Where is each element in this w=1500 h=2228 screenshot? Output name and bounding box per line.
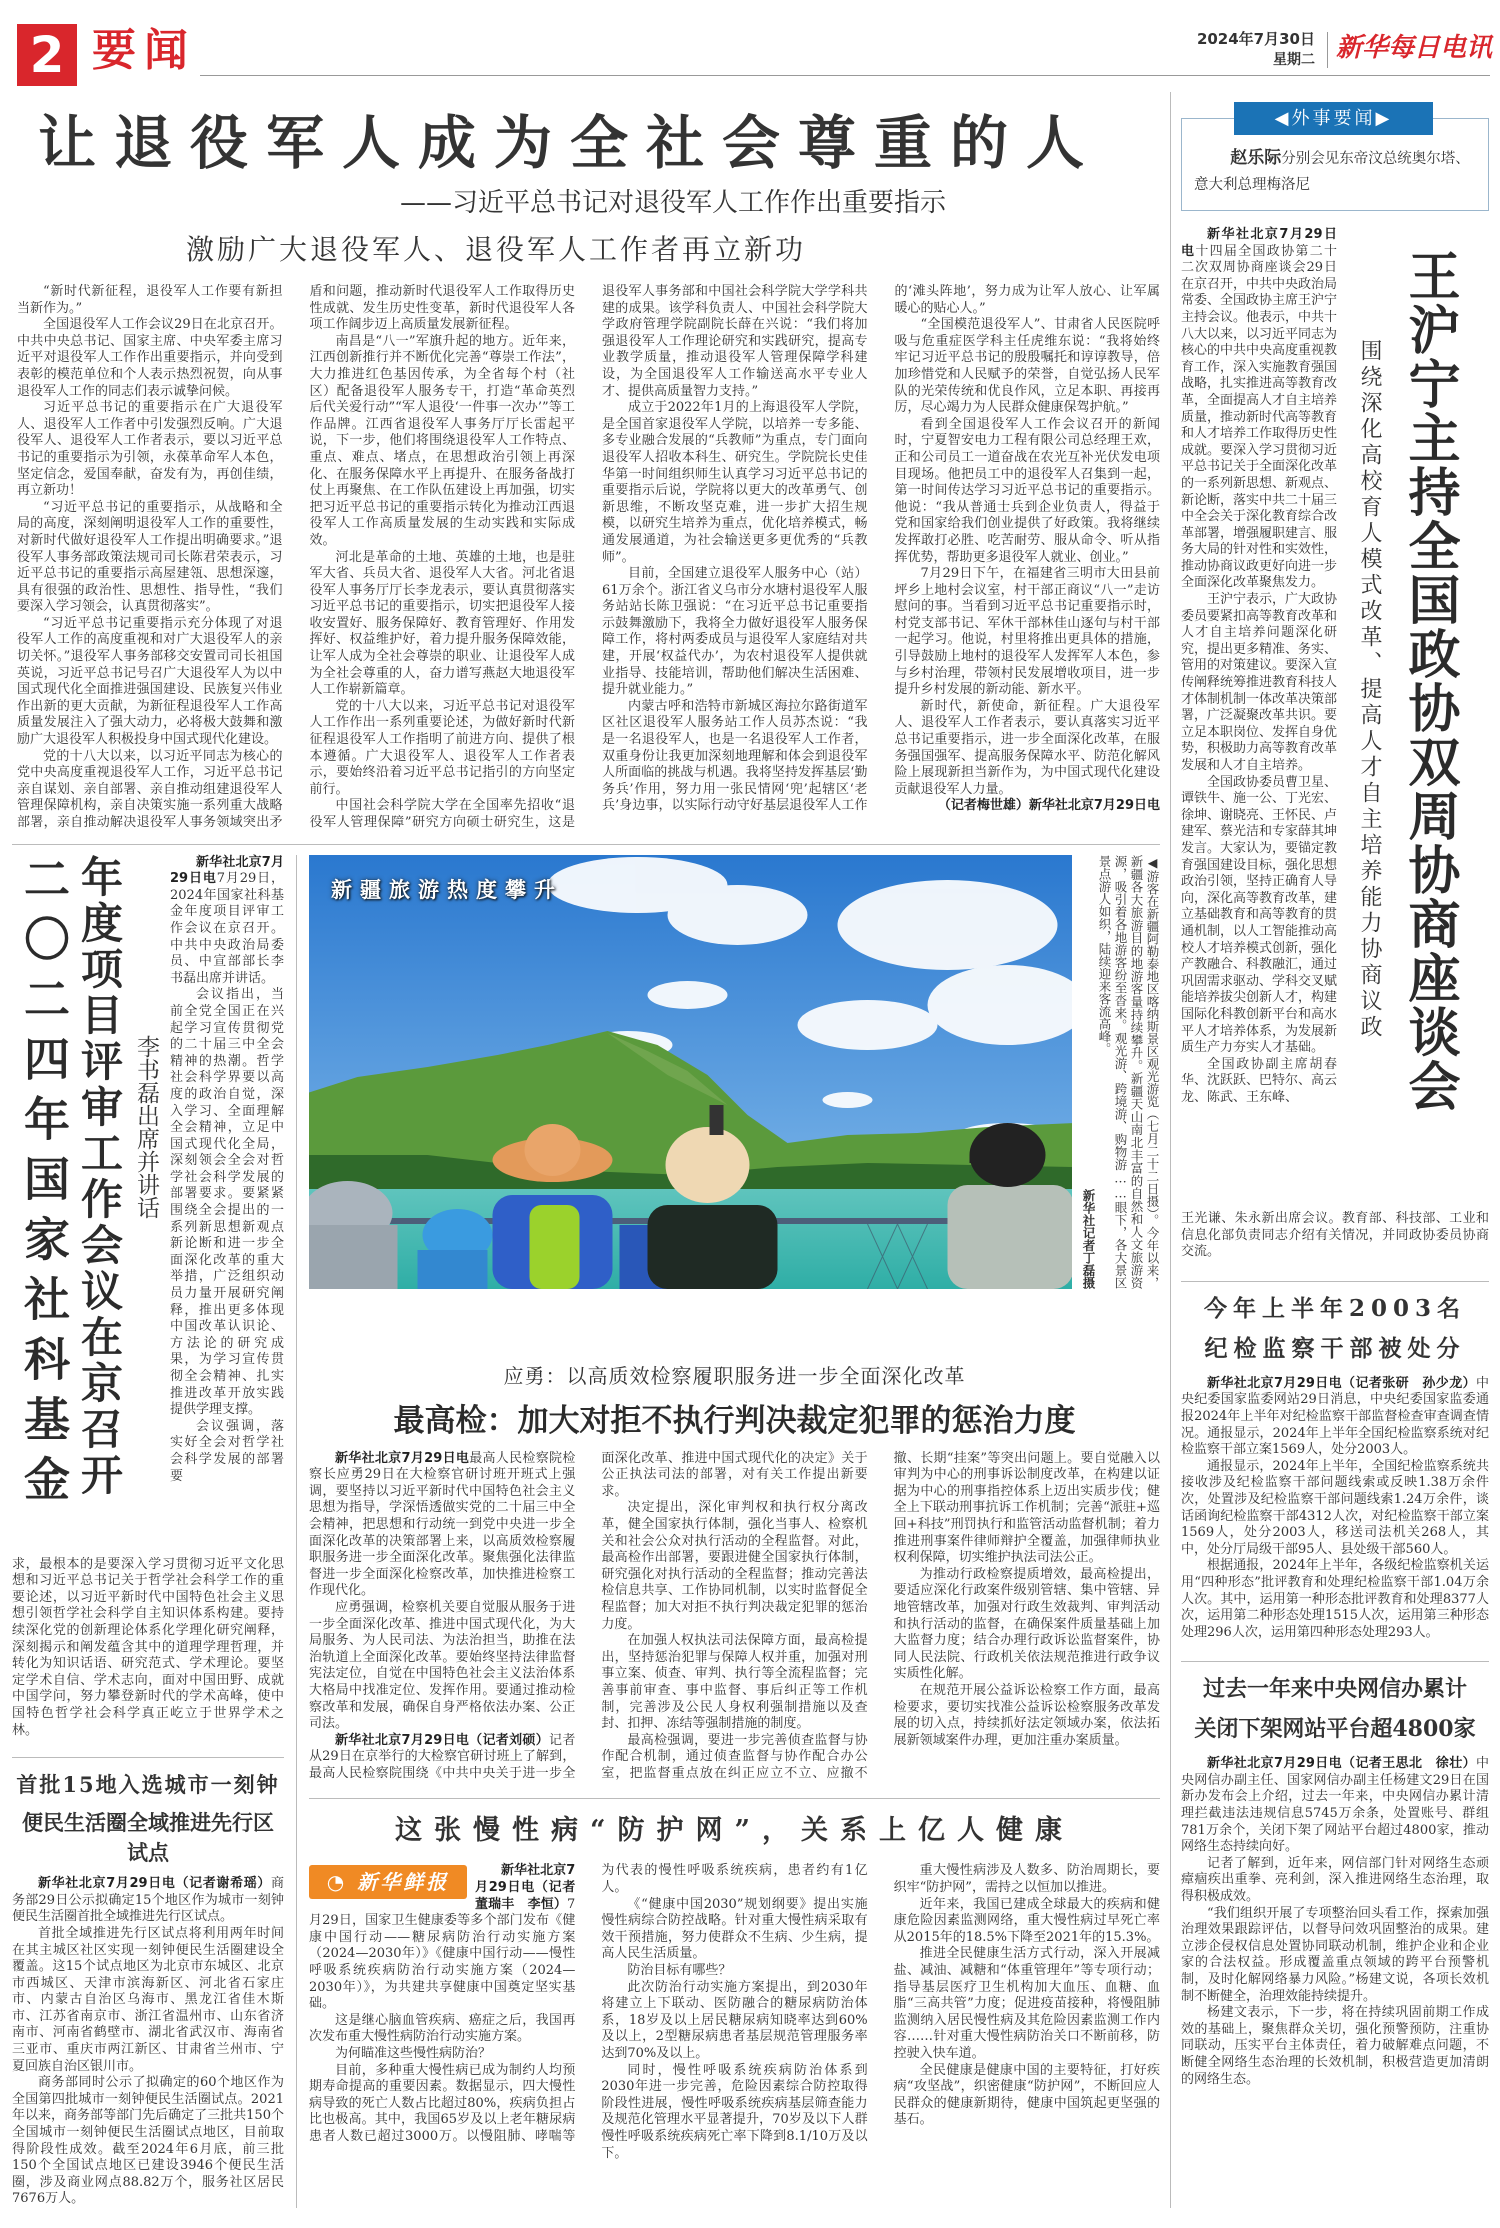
cppcc-body-tail: 王光谦、朱永新出席会议。教育部、科技部、工业和信息化部负责同志介绍有关情况，并同政协委员协商交流。 <box>1181 1211 1489 1260</box>
sskf-headline-line2: 年度项目评审工作会议在京召开 <box>75 854 124 1499</box>
paragraph: 应勇强调，检察机关要自觉服从服务于进一步全面深化改革、推进中国式现代化，为大局服务、为人民司法、为法治担当，助推在法治轨道上全面深化改革。要始终坚持法律监督宪法定位，自觉在中国特色社会主义法治体系大格局中找准定位、发挥作用。要通过推动检察改革和发展，确保自身严格依法办案、公正司法。 <box>309 1599 576 1732</box>
cppcc-headline: 王沪宁主持全国政协双周协商座谈会 <box>1399 249 1460 1113</box>
foreign-news-box[interactable] <box>1181 108 1489 211</box>
triangle-right-icon: ▶ <box>1375 108 1393 129</box>
paragraph: 为推动行政检察提质增效，最高检提出，要适应深化行政案件级别管辖、集中管辖、异地管辖改革，加强对行政生效裁判、审判活动和执行活动的监督，在确保案件质量基础上加大监督力度；结合办理行政诉讼监督案件，协同人民法院、行政机关依法规范推进行政争议实质性化解。 <box>893 1566 1160 1682</box>
paragraph: 会议强调，落实好全会对哲学社会科学发展的部署要 <box>170 1418 284 1484</box>
paragraph: 南昌是“八一”军旗升起的地方。近年来，江西创新推行并不断优化完善“尊崇工作法”，大力推进红色基因传承，为全省每个村（社区）配备退役军人服务专干，打造“革命英烈后代关爱行动”“军人退役‘一件事一次办’”等工作品牌。江西省退役军人事务厅厅长雷起平说，下一步，他们将围绕退役军人工作特点、重点、难点、堵点，在思想政治引领上再深化、在服务保障水平上再提升、在服务备战打仗上再聚焦、在工作队伍建设上再加强，切实把习近平总书记的重要指示转化为推动江西退役军人工作高质量发展的生动实践和实际成效。 <box>309 333 575 548</box>
dateline: 新华社北京7月29日电（记者谢希瑶） <box>38 1876 271 1892</box>
paragraph: 重大慢性病涉及人数多、防治周期长，要织牢“防护网”，需持之以恒加以推进。 <box>893 1863 1160 1896</box>
photo-credit: 新华社记者丁磊摄 <box>1081 1188 1096 1289</box>
paragraph: 全国退役军人工作会议29日在北京召开。中共中央总书记、国家主席、中央军委主席习近平对退役军人工作作出重要指示，并向受到表彰的模范单位和个人表示热烈祝贺，向从事退役军人工作的同志们表示诚挚问候。 <box>17 317 283 399</box>
paragraph: 习近平总书记的重要指示在广大退役军人、退役军人工作者中引发强烈反响。广大退役军人、退役军人工作者表示，要以习近平总书记的重要指示为引领，永葆革命军人本色，坚定信念，爱国奉献，奋发有为，再创佳绩，再立新功！ <box>17 400 283 499</box>
right-column <box>1181 84 1489 2088</box>
rule-above-convenience <box>12 1757 284 1758</box>
paragraph: 为何瞄准这些慢性病防治？ <box>335 2046 492 2061</box>
sskf-body-narrow <box>170 855 284 1486</box>
masthead-divider <box>1327 32 1328 68</box>
lead-deck: 激励广大退役军人、退役军人工作者再立新功 <box>186 233 807 266</box>
masthead <box>0 0 1500 84</box>
sskf-subhead: 李书磊出席并讲话 <box>133 1034 159 1219</box>
xinjiang-tourism-photo <box>309 855 1072 1289</box>
masthead-rule <box>200 75 1490 76</box>
paragraph: 7月29日下午，在福建省三明市大田县前坪乡上地村会议室，村干部正商议“八一”走访慰问的事。当看到习近平总书记重要指示时，村党支部书记、军休干部林佳山逐句与村干部一起学习。他说，村里将推出更具体的措施，引导鼓励上地村的退役军人发挥军人本色，参与乡村治理，带领村民发展增收项目，进一步提升乡村发展的新动能、新水平。 <box>894 566 1160 698</box>
lake-scene-image <box>309 855 1072 1289</box>
paragraph: “全国模范退役军人”、甘肃省人民医院呼吸与危重症医学科主任虎维东说：“我将始终牢记习近平总书记的殷殷嘱托和谆谆教导，倍加珍惜党和人民赋予的荣誉，自觉弘扬人民军队的光荣传统和优良作风，立足本职、再接再厉，尽心竭力为人民群众健康保驾护航。” <box>894 317 1160 416</box>
discipline-headline-line2: 纪检监察干部被处分 <box>1204 1334 1466 1362</box>
paragraph: 目前，全国建立退役军人服务中心（站）61万余个。浙江省义乌市分水塘村退役军人服务站站长陈卫强说：“在习近平总书记重要指示鼓舞激励下，我将全力做好退役军人服务保障工作，将村两委成员与退役军人家庭结对共建，开展‘权益代办’，为农村退役军人提供就业指导、技能培训，帮助他们解决生活困难、提升就业能力。” <box>602 566 868 698</box>
issue-date: 2024年7月30日 <box>1196 30 1315 48</box>
paragraph: 全民健康是健康中国的主要特征，打好疾病“攻坚战”，织密健康“防护网”，不断回应人民群众的健康新期待，健康中国筑起更坚强的基石。 <box>893 2062 1160 2128</box>
rule-above-chronic <box>309 1798 1160 1799</box>
paragraph: 全国政协副主席胡春华、沈跃跃、巴特尔、高云龙、陈武、王东峰、 <box>1181 1056 1338 1105</box>
paragraph: 党的十八大以来，习近平总书记对退役军人工作作出一系列重要论述，为做好新时代新征程退役军人工作指明了前进方向、提供了根本遵循。广大退役军人、退役军人工作者表示，要始终沿着习近平总书记指引的方向坚定前行。 <box>309 698 575 797</box>
paragraph: 新华社北京7月29日电（记者王思北 徐壮）中央网信办副主任、国家网信办副主任杨建文29日在国新办发布会上介绍，过去一年来，中央网信办累计清理拦截违法违规信息5745万余条，处置账号、群组781万余个，关闭下架了网站平台超过4800家，推动网络生态持续向好。 <box>1181 1756 1489 1855</box>
triangle-left-icon: ◀ <box>1274 108 1292 129</box>
dateline: 新华社北京7月29日电（记者张研 孙少龙） <box>1207 1375 1476 1391</box>
paragraph: 商务部同时公示了拟确定的60个地区作为全国第四批城市一刻钟便民生活圈试点。2021年以来，商务部等部门先后确定了三批共150个全国城市一刻钟便民生活圈试点地区，目前取得阶段性成效。截至2024年6月底，前三批150个全国试点地区已建设3946个便民生活圈，涉及商业网点88.82万个，服务社区居民7676万人。 <box>12 2075 284 2207</box>
xinhua-flash-label: 新华鲜报 <box>357 1870 450 1895</box>
paragraph: 新时代，新使命，新征程。广大退役军人、退役军人工作者表示，要认真落实习近平总书记重要指示，进一步全面深化改革，在服务强国强军、提高服务保障水平、防范化解风险上展现新担当新作为，为中国式现代化建设贡献退役军人力量。 <box>894 698 1160 797</box>
foreign-news-tab[interactable] <box>1234 102 1433 135</box>
procuratorate-headline: 最高检：加大对拒不执行判决裁定犯罪的惩治力度 <box>393 1402 1076 1439</box>
page-number-badge: 2 <box>17 24 77 86</box>
dateline: 新华社北京7月29日电（记者董瑞丰 李恒） <box>475 1863 576 1912</box>
paragraph: “习近平总书记的重要指示，从战略和全局的高度，深刻阐明退役军人工作的重要性，对新时代做好退役军人工作提出明确要求。”退役军人事务部政策法规司司长陈君荣表示，习近平总书记的重要指示高屋建瓴、思想深邃，具有很强的政治性、思想性、指导性，“我们要深入学习领会，认真贯彻落实”。 <box>17 499 283 615</box>
main-area <box>12 84 1160 2208</box>
paragraph: 会议指出，当前全党全国正在兴起学习宣传贯彻党的二十届三中全会精神的热潮。哲学社会科学界要以高度的政治自觉，深入学习、全面理解全会精神，立足中国式现代化全局，深刻领会全会对哲学社会科学发展的部署要求。要紧紧围绕全会提出的一系列新思想新观点新论断和进一步全面深化改革的重大举措，广泛组织动员力量开展研究阐释，推出更多体现中国改革认识论、方法论的研究成果，为学习宣传贯彻全会精神、扎实推进改革开放实践提供学理支撑。 <box>170 987 284 1418</box>
procuratorate-body <box>309 1451 1160 1783</box>
procuratorate-kicker: 应勇：以高质效检察履职服务进一步全面深化改革 <box>503 1363 966 1388</box>
paragraph: 杨建文表示，下一步，将在持续巩固前期工作成效的基础上，聚焦群众关切，强化预警预防，注重协同联动，压实平台主体责任，着力破解难点问题，不断健全网络生态治理的长效机制，积极营造更加清朗的网络生态。 <box>1181 2005 1489 2087</box>
paragraph: 决定提出，深化审判权和执行权分离改革，健全国家执行体制，强化当事人、检察机关和社会公众对执行活动的全程监督。对此，最高检作出部署，要跟进健全国家执行体制，研究强化对执行活动的全程监督；推动完善法检信息共享、工作协同机制，以实时监督促全程监督；加大对拒不执行判决裁定犯罪的惩治力度。 <box>601 1500 868 1632</box>
foreign-news-headline[interactable] <box>1194 145 1480 198</box>
paragraph: 新华社北京7月29日电（记者张研 孙少龙）中央纪委国家监委网站29日消息，中央纪委国家监委通报2024年上半年对纪检监察干部监督检查审查调查情况。通报显示，2024年上半年全国纪检监察系统对纪检监察干部立案1569人，处分2003人。 <box>1181 1375 1489 1458</box>
rule-right-1 <box>1181 1281 1489 1282</box>
paragraph: 在加强人权执法司法保障方面，最高检提出，坚持惩治犯罪与保障人权并重，加强对刑事立案、侦查、审判、执行等全流程监督；完善事前审查、事中监督、事后纠正等工作机制，完善涉及公民人身权利强制措施以及查封、扣押、冻结等强制措施的制度。 <box>601 1633 868 1732</box>
lead-subhead: ——习近平总书记对退役军人工作作出重要指示 <box>400 188 947 218</box>
sskf-body-wide: 求，最根本的是要深入学习贯彻习近平文化思想和习近平总书记关于哲学社会科学工作的重要论述，以习近平新时代中国特色社会主义思想引领哲学社会科学自主知识体系构建。要持续深化党的创新理论体系化学理化研究阐释，深刻揭示和阐发蕴含其中的道理学理哲理，并转化为知识话语、研究范式、学术理论。要坚定学术自信、学术志向，面对中国田野、成就中国学问，努力攀登新时代的学术高峰，使中国特色哲学社会科学真正屹立于世界学术之林。 <box>12 1556 284 1738</box>
paragraph: 此次防治行动实施方案提出，到2030年将建立上下联动、医防融合的糖尿病防治体系，18岁及以上居民糖尿病知晓率达到60%及以上，2型糖尿病患者基层规范管理服务率达到70%及以上。 <box>601 1979 868 2061</box>
paragraph: “新时代新征程，退役军人工作要有新担当新作为。” <box>17 284 283 316</box>
paragraph: 通报显示，2024年上半年，全国纪检监察系统共接收涉及纪检监察干部问题线索或反映1.38万余件次，处置涉及纪检监察干部问题线索1.24万余件，谈话函询纪检监察干部4312人次，对纪检监察干部立案1569人，处分2003人，移送司法机关268人，其中，处分厅局级干部95人、县处级干部560人。 <box>1181 1458 1489 1557</box>
paragraph: 党的十八大以来，以习近平同志为核心的党中央高度重视退役军人工作，习近平总书记亲自谋划、亲自部署、亲自推动组建退役军人管理保障机构，亲自决策实施一系列重大战略部署，亲自推动解决退役军人事务领域突出矛盾和问题，推动新时代退役军人工作取得历史性成就、发生历史性变革，新时代退役军人各项工作阔步迈上高质量发展新征程。 <box>17 284 575 830</box>
photo-title: 新疆旅游热度攀升 <box>331 877 563 902</box>
foreign-news-tab-label: 外事要闻 <box>1291 108 1376 129</box>
foreign-news-person: 赵乐际 <box>1230 148 1282 168</box>
paragraph: 河北是革命的土地、英雄的土地，也是驻军大省、兵员大省、退役军人大省。河北省退役军人事务厅厅长李龙表示，要认真贯彻落实习近平总书记的重要指示，切实把退役军人接收安置好、服务保障好、教育管理好、作用发挥好、权益维护好，着力提升服务保障效能，让军人成为全社会尊崇的职业、让退役军人成为全社会尊重的人，奋力谱写燕赵大地退役军人工作崭新篇章。 <box>309 549 575 698</box>
xinhua-flash-badge <box>309 1865 467 1899</box>
dateline: 新华社北京7月29日电 <box>1181 227 1337 259</box>
paragraph: 看到全国退役军人工作会议召开的新闻时，宁夏智安电力工程有限公司总经理王欢，正和公司员工一道奋战在农光互补光伏发电项目现场。他把员工中的退役军人召集到一起，第一时间传达学习习近平总书记的重要指示。他说：“我从普通士兵到企业负责人，得益于党和国家给我们创业提供了好政策。我将继续发挥敢打必胜、吃苦耐劳、服从命令、听从指挥优势，帮助更多退役军人就业、创业。” <box>894 416 1160 565</box>
paragraph: 首批全域推进先行区试点将利用两年时间在其主城区社区实现一刻钟便民生活圈建设全覆盖。这15个试点地区为北京市东城区、北京市西城区、天津市滨海新区、河北省石家庄市、内蒙古自治区乌海市、黑龙江省佳木斯市、江苏省南京市、浙江省温州市、山东省济南市、河南省鹤壁市、湖北省武汉市、海南省三亚市、重庆市两江新区、甘肃省兰州市、宁夏回族自治区银川市。 <box>12 1925 284 2074</box>
sskf-story <box>12 855 284 1555</box>
cac-body <box>1181 1756 1489 2088</box>
column-rule-left <box>296 855 297 2208</box>
rule-right-2 <box>1181 1661 1489 1662</box>
chronic-body <box>309 1863 1160 2162</box>
left-column <box>12 855 284 2208</box>
paragraph: 最高检强调，要进一步完善侦查监督与协作配合机制，通过侦查监督与协作配合办公室，把监督重点放在纠正应立不立、应撤不撤、长期“挂案”等突出问题上。要自觉融入以审判为中心的刑事诉讼制度改革，在构建以证据为中心的刑事指控体系上迈出实质步伐；健全上下联动刑事抗诉工作机制；完善“派驻+巡回+科技”刑罚执行和监管活动监督机制；着力推进刑事案件律师辩护全覆盖，加强律师执业权利保障，切实维护执法司法公正。 <box>601 1450 1160 1781</box>
paragraph: 记者了解到，近年来，网信部门针对网络生态顽瘴痼疾出重拳、亮利剑，深入推进网络生态治理，取得积极成效。 <box>1181 1855 1489 1905</box>
cppcc-body <box>1181 227 1337 1106</box>
paragraph: 根据通报，2024年上半年，各级纪检监察机关运用“四种形态”批评教育和处理纪检监察干部1.04万余人次。其中，运用第一种形态批评教育和处理8377人次，运用第二种形态处理1515人次，运用第三种形态处理296人次，运用第四种形态处理293人。 <box>1181 1558 1489 1640</box>
lead-byline: （记者梅世雄）新华社北京7月29日电 <box>937 798 1160 814</box>
chronic-paragraphs <box>309 1863 1160 2162</box>
issue-weekday: 星期二 <box>1273 52 1315 68</box>
section-title: 要闻 <box>92 25 196 76</box>
dateline: 新华社北京7月29日电（记者刘硕） <box>335 1732 550 1748</box>
paragraph: 新华社北京7月29日电7月29日，2024年国家社科基金年度项目评审工作会议在京召开。中共中央政治局委员、中宣部部长李书磊出席并讲话。 <box>170 854 284 986</box>
paragraph: 新华社北京7月29日电十四届全国政协第二十二次双周协商座谈会29日在京召开，中共中央政治局常委、全国政协主席王沪宁主持会议。他表示，中共十八大以来，以习近平同志为核心的中共中央高度重视教育工作，深入实施教育强国战略，扎实推进高等教育改革，全面提高人才自主培养质量，推动新时代高等教育和人才培养工作取得历史性成就。要深入学习贯彻习近平总书记关于全面深化改革的一系列新思想、新观点、新论断，落实中共二十届三中全会关于深化教育综合改革部署，增强履职建言、服务大局的针对性和实效性，推动协商议政更好向进一步全面深化改革聚焦发力。 <box>1181 227 1338 591</box>
paragraph: 推进全民健康生活方式行动，深入开展减盐、减油、减糖和“体重管理年”等专项行动；指导基层医疗卫生机构加大血压、血糖、血脂“三高共管”力度；促进疫苗接种，将慢阻肺监测纳入居民慢性病及其危险因素监测工作内容……针对重大慢性病防治关口不断前移，防控驶入快车道。 <box>893 1946 1160 2061</box>
paragraph: 新华社北京7月29日电（记者谢希瑶）商务部29日公示拟确定15个地区作为城市一刻钟便民生活圈首批全域推进先行区试点。 <box>12 1876 284 1925</box>
paragraph: 新华社北京7月29日电（记者刘硕）记者从29日在京举行的大检察官研讨班上了解到，最高人民检察院围绕《中共中央关于进一步全面深化改革、推进中国式现代化的决定》关于公正执法司法的部署，对有关工作提出新要求。 <box>309 1450 868 1781</box>
convenience-headline-line1: 首批15地入选城市一刻钟 <box>16 1772 280 1798</box>
paragraph: 新华社北京7月29日电（记者董瑞丰 李恒）7月29日，国家卫生健康委等多个部门发布《健康中国行动——糖尿病防治行动实施方案（2024—2030年）》《健康中国行动——慢性呼吸系统疾病防治行动实施方案（2024—2030年）》，为共建共享健康中国奠定坚实基础。 <box>309 1863 576 2012</box>
chronic-headline: 这张慢性病“防护网”，关系上亿人健康 <box>394 1815 1075 1847</box>
center-column <box>309 855 1160 2163</box>
lead-article-body <box>12 284 1160 832</box>
paragraph: 《“健康中国2030”规划纲要》提出实施慢性病综合防控战略。针对重大慢性病采取有效干预措施，努力使群众不生病、少生病，提高人民生活质量。 <box>601 1896 868 1962</box>
cppcc-story <box>1181 227 1489 1209</box>
paper-logo: 新华每日电讯 <box>1336 33 1493 63</box>
sskf-headline-line1: 二〇二四年国家社科基金 <box>17 854 71 1515</box>
lead-headline: 让退役军人成为全社会尊重的人 <box>38 109 1103 177</box>
paragraph: 在规范开展公益诉讼检察工作方面，最高检要求，要切实找准公益诉讼检察服务改革发展的切入点，持续抓好法定领域办案，依法拓展新领域案件办理，更加注重办案质量。 <box>893 1682 1160 1748</box>
cac-headline-line2: 关闭下架网站平台超4800家 <box>1194 1716 1476 1743</box>
discipline-headline-line1: 今年上半年2003名 <box>1203 1294 1466 1322</box>
discipline-body <box>1181 1376 1489 1642</box>
paragraph: 王沪宁表示，广大政协委员要紧扣高等教育改革和人才自主培养问题深化研究，提出更多精准、务实、管用的对策建议。要深入宣传阐释统筹推进教育科技人才体制机制一体改革决策部署，广泛凝聚改革共识。要立足本职岗位、发挥自身优势，积极助力高等教育改革发展和人才自主培养。 <box>1181 592 1338 773</box>
lead-paragraphs <box>17 284 1160 832</box>
paragraph: 成立于2022年1月的上海退役军人学院，是全国首家退役军人学院，以培养一专多能、多专业融合发展的“兵教师”为重点，专门面向退役军人招收本科生、研究生。学院院长史佳华第一时间组织师生认真学习习近平总书记的重要指示后说，学院将以更大的改革勇气、创新思维，不断攻坚克难，进一步扩大招生规模，以研究生培养为重点，优化培养模式，畅通发展通道，为社会输送更多更优秀的“兵教师”。 <box>602 400 868 565</box>
foreign-news-text: 分别会见东帝汶总统奥尔塔、意大利总理梅洛尼 <box>1194 151 1470 193</box>
paragraph: 新华社北京7月29日电最高人民检察院检察长应勇29日在大检察官研讨班开班式上强调，要坚持以习近平新时代中国特色社会主义思想为指导，学深悟透做实党的二十届三中全会精神，把思想和行动统一到党中央进一步全面深化改革的决策部署上来，以高质效检察履职服务进一步全面深化改革。聚焦强化法律监督进一步全面深化检察改革，加快推进检察工作现代化。 <box>309 1450 576 1599</box>
paragraph: 防治目标有哪些？ <box>627 1963 732 1979</box>
convenience-body <box>12 1876 284 2208</box>
dateline: 新华社北京7月29日电 <box>335 1450 470 1466</box>
paragraph: “习近平总书记重要指示充分体现了对退役军人工作的高度重视和对广大退役军人的亲切关怀。”退役军人事务部移交安置司司长祖国英说，习近平总书记号召广大退役军人为以中国式现代化全面推进强国建设、民族复兴伟业作出新的更大贡献，为新征程退役军人工作高质量发展注入了强大动力，必将极大鼓舞和激励广大退役军人积极投身中国式现代化建设。 <box>17 615 283 748</box>
paragraph: 目前，多种重大慢性病已成为制约人均预期寿命提高的重要因素。数据显示，四大慢性病导致的死亡人数占比超过80%，疾病负担占比也极高。其中，我国65岁及以上老年糖尿病患者人数已超过3000万。以慢阻肺、哮喘等为代表的慢性呼吸系统疾病，患者约有1亿人。 <box>309 1863 868 2144</box>
paragraph: “我们组织开展了专项整治回头看工作，探索加强治理效果跟踪评估，以督导问效巩固整治的成果。建立涉企侵权信息处置协同联动机制，维护企业和企业家的合法权益。形成覆盖重点领域的跨平台预警机制，及时化解网络暴力风险。”杨建文说，各项长效机制不断健全，治理效能持续提升。 <box>1181 1905 1489 2004</box>
rule-below-lead <box>12 844 1160 845</box>
column-rule-right <box>1170 92 1171 2208</box>
cppcc-subhead: 围绕深化高校育人模式改革、提高人才自主培养能力协商议政 <box>1357 339 1382 1041</box>
paragraph: 中国社会科学院大学在全国率先招收“退役军人管理保障”研究方向硕士研究生，这是退役军人事务部和中国社会科学院大学学科共建的成果。该学科负责人、中国社会科学院大学政府管理学院副院长薛在兴说：“我们将加强退役军人工作理论研究和实践研究，提高专业教学质量，推动退役军人管理保障学科建设，为全国退役军人工作输送高水平专业人才、提供高质量智力支持。” <box>309 284 868 830</box>
photo-row <box>309 855 1160 1289</box>
photo-caption-text: ◀游客在新疆阿勒泰地区喀纳斯景区观光游览（七月二十二日摄）。今年以来，新疆各大旅游目的地游客量持续攀升。新疆天山南北丰富的自然和人文旅游资源，吸引着各地游客纷至沓来。观光游、跨境游、购物游……眼下，各大景区景点游人如织，陆续迎来客流高峰。 <box>1097 854 1160 1289</box>
paragraph: 内蒙古呼和浩特市新城区海拉尔路街道军区社区退役军人服务站工作人员苏杰说：“我是一名退役军人，也是一名退役军人工作者，双重身份让我更加深刻地理解和体会到退役军人所面临的挑战与机遇。我将坚持发挥基层‘勤务兵’作用，努力用一张民情网‘兜’起辖区‘老兵’身边事，以实际行动守好基层退役军人工作的‘滩头阵地’，努力成为让军人放心、让军属暖心的贴心人。” <box>602 284 1160 814</box>
paragraph: 近年来，我国已建成全球最大的疾病和健康危险因素监测网络，重大慢性病过早死亡率从2015年的18.5%下降至2021年的15.3%。 <box>893 1896 1160 1945</box>
paragraph: 全国政协委员曹卫星、谭铁牛、施一公、丁光宏、徐坤、谢晓亮、王怀民、卢建军、蔡光洁和专家薛其坤发言。大家认为，要锚定教育强国建设目标，强化思想政治引领，坚持正确育人导向，深化高等教育改革，建立基础教育和高等教育的贯通机制，以人工智能推动高校人才培养模式创新，强化产教融合、科教融汇，通过巩固需求驱动、学科交叉赋能培养拔尖创新人才，构建国际化科教创新平台和高水平人才培养体系，为发展新质生产力夯实人才基础。 <box>1181 774 1338 1056</box>
paragraph: 同时，慢性呼吸系统疾病防治体系到2030年进一步完善，危险因素综合防控取得阶段性进展，慢性呼吸系统疾病基层筛查能力及规范化管理水平显著提升，70岁及以下人群慢性呼吸系统疾病死亡率下降到8.1/10万及以下。 <box>601 2062 868 2161</box>
middle-section <box>12 855 1160 2208</box>
cac-headline-line1: 过去一年来中央网信办累计 <box>1202 1676 1467 1703</box>
paragraph: 这是继心脑血管疾病、癌症之后，我国再次发布重大慢性病防治行动实施方案。 <box>309 2012 576 2045</box>
dateline: 新华社北京7月29日电 <box>170 854 284 887</box>
convenience-headline-line2: 便民生活圈全域推进先行区试点 <box>22 1810 274 1866</box>
magnifier-clock-icon: ◔ <box>326 1870 348 1895</box>
dateline: 新华社北京7月29日电（记者王思北 徐壮） <box>1207 1756 1476 1772</box>
photo-caption <box>1080 855 1160 1289</box>
